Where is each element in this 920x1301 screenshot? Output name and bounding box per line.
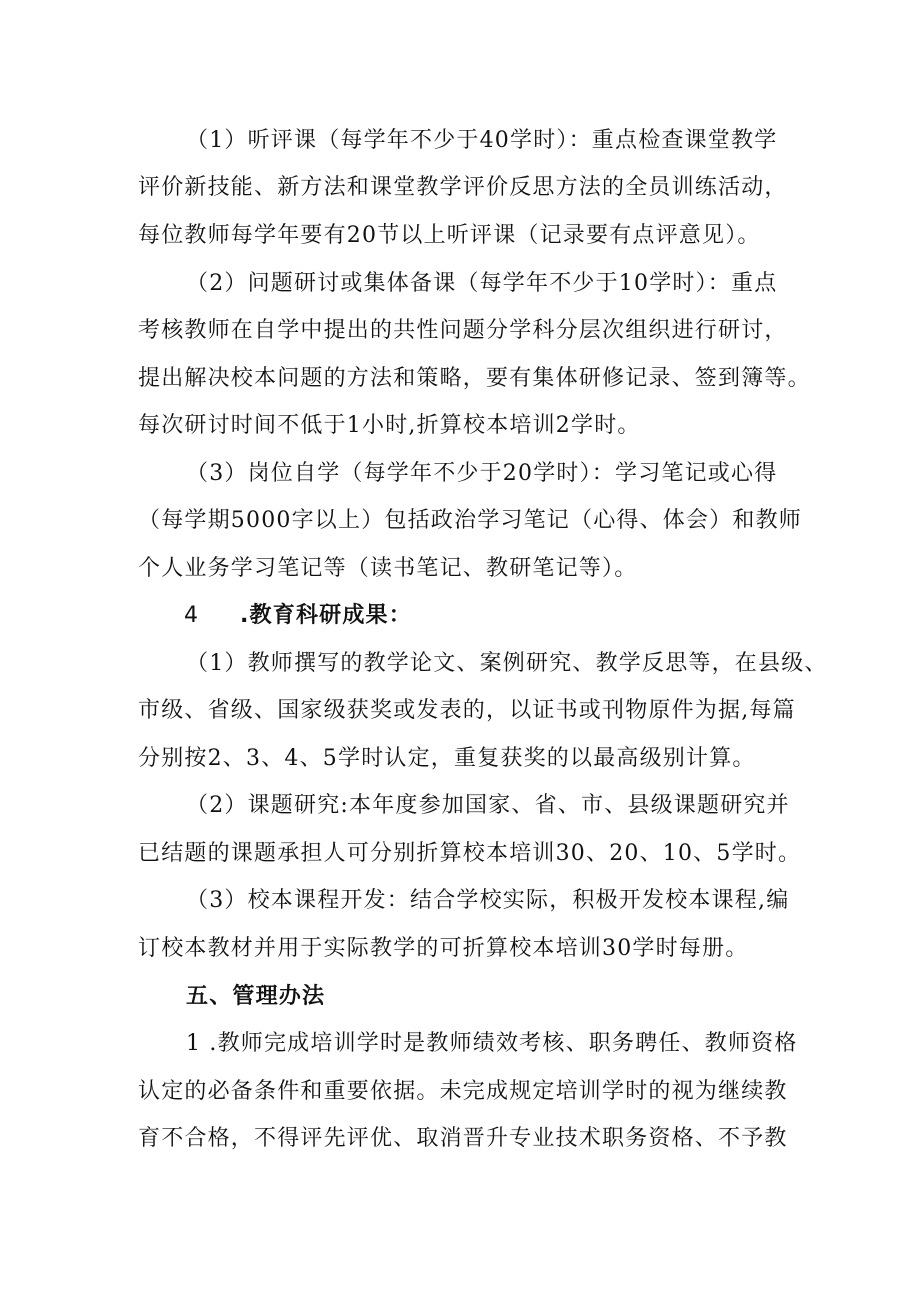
paragraph-line: 市级、省级、国家级获奖或发表的，以证书或刊物原件为据,每篇 (138, 698, 796, 723)
section-heading: .教育科研成果： (240, 603, 412, 628)
paragraph-line: （2）课题研究:本年度参加国家、省、市、县级课题研究并 (186, 793, 790, 818)
section-heading: 五、管理办法 (186, 984, 326, 1009)
paragraph-line: （1）教师撰写的教学论文、案例研究、教学反思等，在县级、 (186, 651, 828, 676)
paragraph-line: 评价新技能、新方法和课堂教学评价反思方法的全员训练活动， (138, 175, 788, 200)
section-number: 4 (184, 603, 198, 628)
paragraph-line: 提出解决校本问题的方法和策略，要有集体研修记录、签到簿等。 (138, 366, 811, 391)
paragraph-line: （每学期5000字以上）包括政治学习笔记（心得、体会）和教师 (138, 508, 802, 533)
paragraph-line: 1 .教师完成培训学时是教师绩效考核、职务聘任、教师资格 (186, 1031, 798, 1056)
paragraph-line: 认定的必备条件和重要依据。未完成规定培训学时的视为继续教 (138, 1079, 788, 1104)
paragraph-line: （3）校本课程开发：结合学校实际，积极开发校本课程,编 (186, 888, 790, 913)
paragraph-line: 个人业务学习笔记等（读书笔记、教研笔记等）。 (138, 556, 638, 581)
paragraph-line: 育不合格，不得评先评优、取消晋升专业技术职务资格、不予教 (138, 1126, 788, 1151)
paragraph-line: （1）听评课（每学年不少于40学时）：重点检查课堂教学 (186, 128, 778, 153)
paragraph-line: （2）问题研讨或集体备课（每学年不少于10学时）：重点 (186, 271, 778, 296)
paragraph-line: 每次研讨时间不低于1小时,折算校本培训2学时。 (138, 413, 641, 438)
paragraph-line: 订校本教材并用于实际教学的可折算校本培训30学时每册。 (138, 936, 749, 961)
paragraph-line: （3）岗位自学（每学年不少于20学时）：学习笔记或心得 (186, 461, 778, 486)
paragraph-line: 分别按2、3、4、5学时认定，重复获奖的以最高级别计算。 (138, 746, 756, 771)
paragraph-line: 每位教师每学年要有20节以上听评课（记录要有点评意见）。 (138, 223, 761, 248)
paragraph-line: 已结题的课题承担人可分别折算校本培训30、20、10、5学时。 (138, 841, 802, 866)
paragraph-line: 考核教师在自学中提出的共性问题分学科分层次组织进行研讨， (138, 318, 788, 343)
